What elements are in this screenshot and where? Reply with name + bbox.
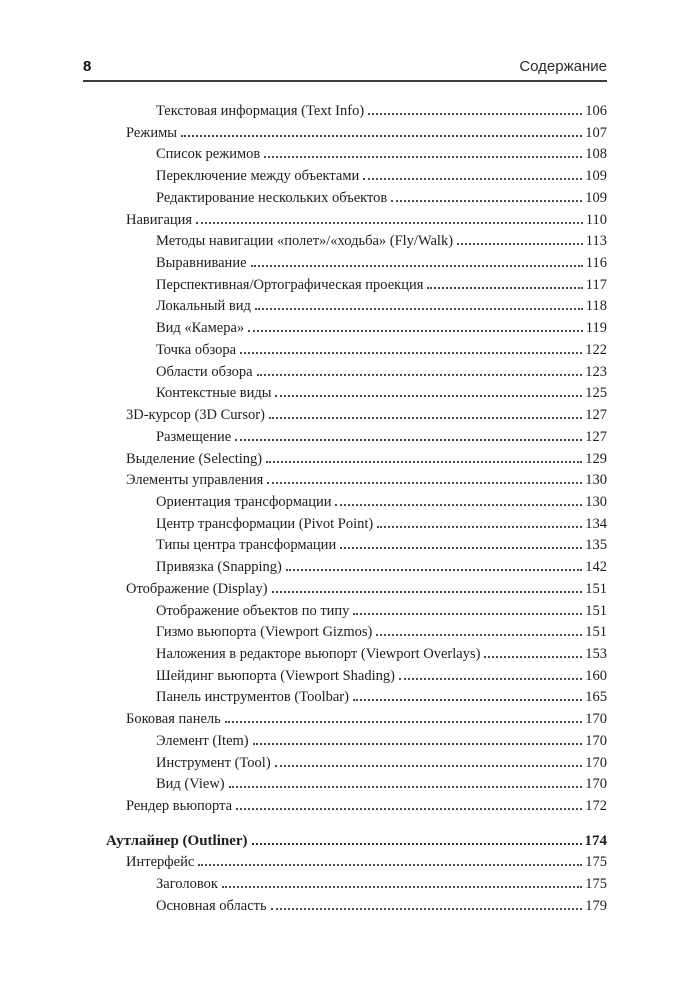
toc-entry-title: Навигация	[126, 211, 193, 228]
toc-entry	[83, 689, 607, 711]
toc-leader-dots	[267, 482, 582, 484]
toc-entry-title: Рендер вьюпорта	[126, 798, 233, 814]
toc-entry-page: 170	[585, 776, 607, 793]
toc-entry-page: 123	[585, 363, 607, 380]
toc-entry	[83, 103, 607, 125]
toc-entry	[83, 755, 607, 777]
toc-entry	[83, 603, 607, 625]
toc-entry-title: Центр трансформации (Pivot Point)	[156, 515, 374, 532]
toc-leader-dots	[399, 678, 582, 680]
toc-entry-page: 170	[585, 754, 607, 771]
toc-entry-title: Вид (View)	[156, 776, 225, 793]
toc-entry	[83, 451, 607, 473]
toc-leader-dots	[255, 308, 583, 310]
toc-entry-title: Типы центра трансформации	[156, 537, 337, 554]
toc-entry-page: 165	[585, 689, 607, 706]
toc-leader-dots	[252, 843, 582, 845]
toc-entry	[83, 168, 607, 190]
toc-entry-title: 3D-курсор (3D Cursor)	[126, 407, 265, 424]
toc-entry-page: 172	[585, 798, 607, 814]
toc-entry-page: 113	[585, 233, 607, 250]
toc-entry-title: Методы навигации «полет»/«ходьба» (Fly/Walk)	[156, 233, 454, 250]
toc-entry	[83, 407, 607, 429]
toc-entry-page: 117	[585, 276, 607, 293]
toc-entry-title: Заголовок	[156, 876, 218, 893]
toc-entry	[83, 364, 607, 386]
toc-entry-title: Контекстные виды	[156, 385, 272, 402]
toc-entry-title: Вид «Камера»	[156, 320, 245, 337]
toc-list	[83, 103, 607, 920]
toc-leader-dots	[248, 330, 583, 332]
toc-leader-dots	[335, 504, 582, 506]
toc-entry-title: Боковая панель	[126, 711, 221, 728]
toc-entry-title: Аутлайнер (Outliner)	[106, 832, 248, 849]
toc-entry	[83, 733, 607, 755]
toc-leader-dots	[377, 526, 582, 528]
toc-leader-dots	[457, 243, 583, 245]
toc-leader-dots	[368, 113, 582, 115]
toc-entry-title: Переключение между объектами	[156, 168, 360, 185]
toc-leader-dots	[240, 352, 582, 354]
toc-leader-dots	[275, 395, 582, 397]
toc-leader-dots	[271, 908, 583, 910]
toc-entry	[83, 385, 607, 407]
toc-leader-dots	[363, 178, 582, 180]
toc-entry-page: 170	[585, 711, 607, 728]
toc-entry	[83, 581, 607, 603]
toc-leader-dots	[253, 743, 583, 745]
toc-entry-page: 130	[585, 493, 607, 510]
toc-entry-title: Отображение (Display)	[126, 580, 268, 597]
toc-leader-dots	[196, 222, 583, 224]
toc-entry	[83, 854, 607, 876]
toc-entry-title: Отображение объектов по типу	[156, 602, 350, 619]
toc-leader-dots	[225, 721, 582, 723]
toc-entry	[83, 537, 607, 559]
toc-entry-page: 109	[585, 189, 607, 206]
toc-entry	[83, 624, 607, 646]
toc-leader-dots	[340, 547, 582, 549]
page-number: 8	[83, 58, 92, 75]
toc-leader-dots	[264, 156, 582, 158]
toc-entry-title: Элемент (Item)	[156, 732, 249, 749]
toc-entry	[83, 125, 607, 147]
toc-entry	[83, 320, 607, 342]
toc-entry-page: 119	[585, 320, 607, 337]
toc-entry	[83, 233, 607, 255]
toc-leader-dots	[353, 699, 582, 701]
toc-entry-page: 151	[585, 624, 607, 641]
toc-leader-dots	[229, 786, 583, 788]
toc-leader-dots	[484, 656, 582, 658]
toc-entry-page: 179	[585, 897, 607, 914]
toc-leader-dots	[266, 461, 582, 463]
toc-entry-page: 160	[585, 667, 607, 684]
toc-entry-title: Элементы управления	[126, 472, 264, 489]
toc-entry-page: 130	[585, 472, 607, 489]
toc-entry-title: Текстовая информация (Text Info)	[156, 103, 365, 119]
toc-entry-page: 127	[585, 428, 607, 445]
toc-entry	[83, 146, 607, 168]
toc-entry-page: 109	[585, 168, 607, 185]
toc-entry-title: Шейдинг вьюпорта (Viewport Shading)	[156, 667, 395, 684]
toc-entry	[83, 898, 607, 920]
toc-entry	[83, 668, 607, 690]
toc-entry	[83, 776, 607, 798]
toc-entry-title: Панель инструментов (Toolbar)	[156, 689, 349, 706]
toc-leader-dots	[376, 634, 582, 636]
toc-entry-page: 135	[585, 537, 607, 554]
toc-entry	[83, 190, 607, 212]
toc-entry-page: 118	[585, 298, 607, 315]
toc-entry-title: Перспективная/Ортографическая проекция	[156, 276, 424, 293]
toc-leader-dots	[257, 374, 583, 376]
toc-entry-page: 153	[585, 645, 607, 662]
toc-entry-title: Точка обзора	[156, 341, 237, 358]
toc-entry-page: 170	[585, 732, 607, 749]
toc-entry-page: 174	[584, 832, 607, 849]
toc-leader-dots	[427, 287, 582, 289]
toc-entry-title: Гизмо вьюпорта (Viewport Gizmos)	[156, 624, 373, 641]
toc-entry-title: Области обзора	[156, 363, 253, 380]
toc-entry-title: Инструмент (Tool)	[156, 754, 271, 771]
toc-entry	[83, 255, 607, 277]
toc-entry-page: 110	[585, 211, 607, 228]
toc-entry	[83, 646, 607, 668]
toc-entry-page: 127	[585, 407, 607, 424]
toc-leader-dots	[353, 613, 582, 615]
toc-entry-title: Выравнивание	[156, 255, 247, 272]
toc-entry-title: Выделение (Selecting)	[126, 450, 263, 467]
toc-entry-title: Ориентация трансформации	[156, 493, 332, 510]
toc-leader-dots	[236, 808, 582, 810]
toc-entry-title: Интерфейс	[126, 854, 195, 871]
toc-entry-title: Локальный вид	[156, 298, 251, 315]
toc-entry-page: 175	[585, 854, 607, 871]
toc-entry-page: 151	[585, 602, 607, 619]
toc-leader-dots	[272, 591, 583, 593]
toc-leader-dots	[181, 135, 582, 137]
toc-entry-title: Привязка (Snapping)	[156, 559, 282, 576]
toc-entry-page: 116	[585, 255, 607, 272]
page-header	[83, 58, 607, 82]
toc-leader-dots	[222, 886, 582, 888]
toc-leader-dots	[391, 200, 582, 202]
toc-entry	[83, 472, 607, 494]
toc-entry-title: Размещение	[156, 428, 232, 445]
toc-leader-dots	[235, 439, 582, 441]
toc-entry-page: 175	[585, 876, 607, 893]
toc-entry-page: 107	[585, 124, 607, 141]
toc-leader-dots	[286, 569, 582, 571]
toc-entry	[83, 342, 607, 364]
toc-leader-dots	[251, 265, 583, 267]
toc-entry-page: 151	[585, 580, 607, 597]
toc-entry-title: Список режимов	[156, 146, 261, 163]
toc-entry-page: 125	[585, 385, 607, 402]
toc-entry-title: Редактирование нескольких объектов	[156, 189, 388, 206]
toc-entry-page: 142	[585, 559, 607, 576]
toc-entry	[83, 711, 607, 733]
toc-entry-page: 134	[585, 515, 607, 532]
toc-leader-dots	[275, 765, 583, 767]
toc-entry	[83, 559, 607, 581]
toc-entry-page: 122	[585, 341, 607, 358]
toc-entry	[83, 277, 607, 299]
toc-entry	[83, 798, 607, 820]
toc-leader-dots	[198, 864, 582, 866]
toc-entry-page: 108	[585, 146, 607, 163]
toc-entry-title: Наложения в редакторе вьюпорт (Viewport Overlays)	[156, 645, 481, 662]
toc-entry-page: 106	[585, 103, 607, 119]
toc-entry	[83, 298, 607, 320]
toc-entry	[83, 494, 607, 516]
header-title: Содержание	[519, 58, 607, 75]
toc-entry	[83, 212, 607, 234]
toc-entry	[83, 876, 607, 898]
toc-entry	[83, 429, 607, 451]
toc-entry-title: Основная область	[156, 897, 267, 914]
toc-entry-page: 129	[585, 450, 607, 467]
toc-entry	[83, 833, 607, 855]
toc-entry	[83, 516, 607, 538]
toc-leader-dots	[269, 417, 582, 419]
toc-entry-title: Режимы	[126, 124, 178, 141]
